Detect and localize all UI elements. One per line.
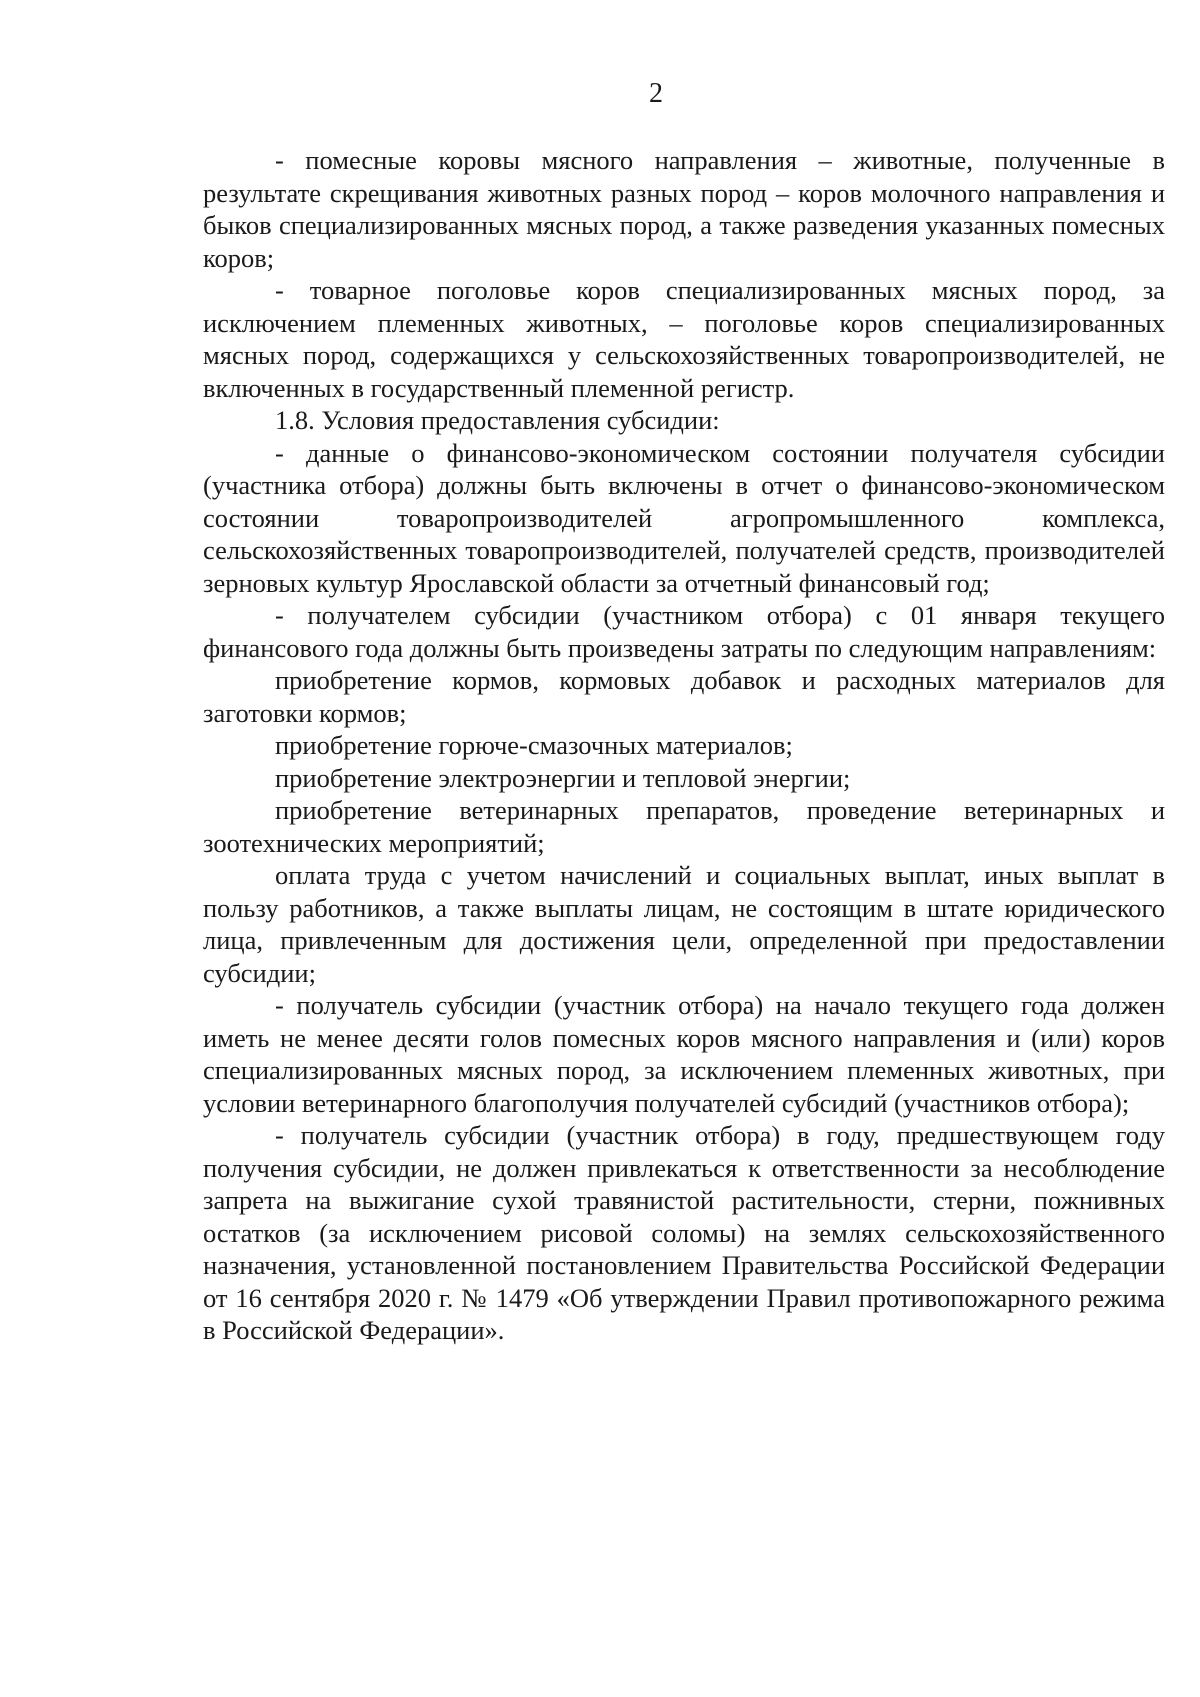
list-item-fuel: приобретение горюче-смазочных материалов;	[275, 730, 793, 760]
list-item-labor: оплата труда с учетом начислений и социальных выплат, иных выплат в пользу работников, а также выплаты лицам, не состоящим в штате юридического лица, привлеченным для достижения цели, определенной при предоставлении субсидии;	[203, 860, 1165, 988]
paragraph-financial-report: - данные о финансово-экономическом состоянии получателя субсидии (участника отбора) должны быть включены в отчет о финансово-экономическом состоянии товаропроизводителей агропромышленного комплекса, сельскохозяйственных товаропроизводителей, получателей средств, производителей зерновых культур Ярославской области за отчетный финансовый год;	[203, 437, 1165, 598]
list-item-veterinary: приобретение ветеринарных препаратов, проведение ветеринарных и зоотехнических мероприятий;	[203, 795, 1165, 858]
paragraph-fire-regulations: - получатель субсидии (участник отбора) в году, предшествующем году получения субсидии, не должен привлекаться к ответственности за несоблюдение запрета на выжигание сухой травянистой растительности, стерни, пожнивных остатков (за исключением рисовой соломы) на землях сельскохозяйственного назначения, установленной постановлением Правительства Российской Федерации от 16 сентября 2020 г. № 1479 «Об утверждении Правил противопожарного режима в Российской Федерации».	[203, 1120, 1165, 1345]
paragraph-herd-size: - получатель субсидии (участник отбора) на начало текущего года должен иметь не менее десяти голов помесных коров мясного направления и (или) коров специализированных мясных пород, за исключением племенных животных, при условии ветеринарного благополучия получателей субсидий (участников отбора);	[203, 990, 1165, 1118]
page-number: 2	[649, 78, 663, 109]
section-heading-1-8: 1.8. Условия предоставления субсидии:	[275, 405, 720, 435]
document-body	[203, 144, 1165, 1347]
list-item-feed: приобретение кормов, кормовых добавок и расходных материалов для заготовки кормов;	[203, 665, 1165, 728]
list-item-energy: приобретение электроэнергии и тепловой энергии;	[275, 762, 851, 793]
paragraph-commercial-livestock: - товарное поголовье коров специализированных мясных пород, за исключением племенных животных, – поголовье коров специализированных мясных пород, содержащихся у сельскохозяйственных товаропроизводителей, не включенных в государственный племенной регистр.	[203, 275, 1165, 403]
paragraph-crossbred-cows: - помесные коровы мясного направления – животные, полученные в результате скрещивания животных разных пород – коров молочного направления и быков специализированных мясных пород, а также разведения указанных помесных коров;	[203, 145, 1165, 273]
paragraph-expenses-intro: - получателем субсидии (участником отбора) с 01 января текущего финансового года должны быть произведены затраты по следующим направлениям:	[203, 600, 1165, 663]
